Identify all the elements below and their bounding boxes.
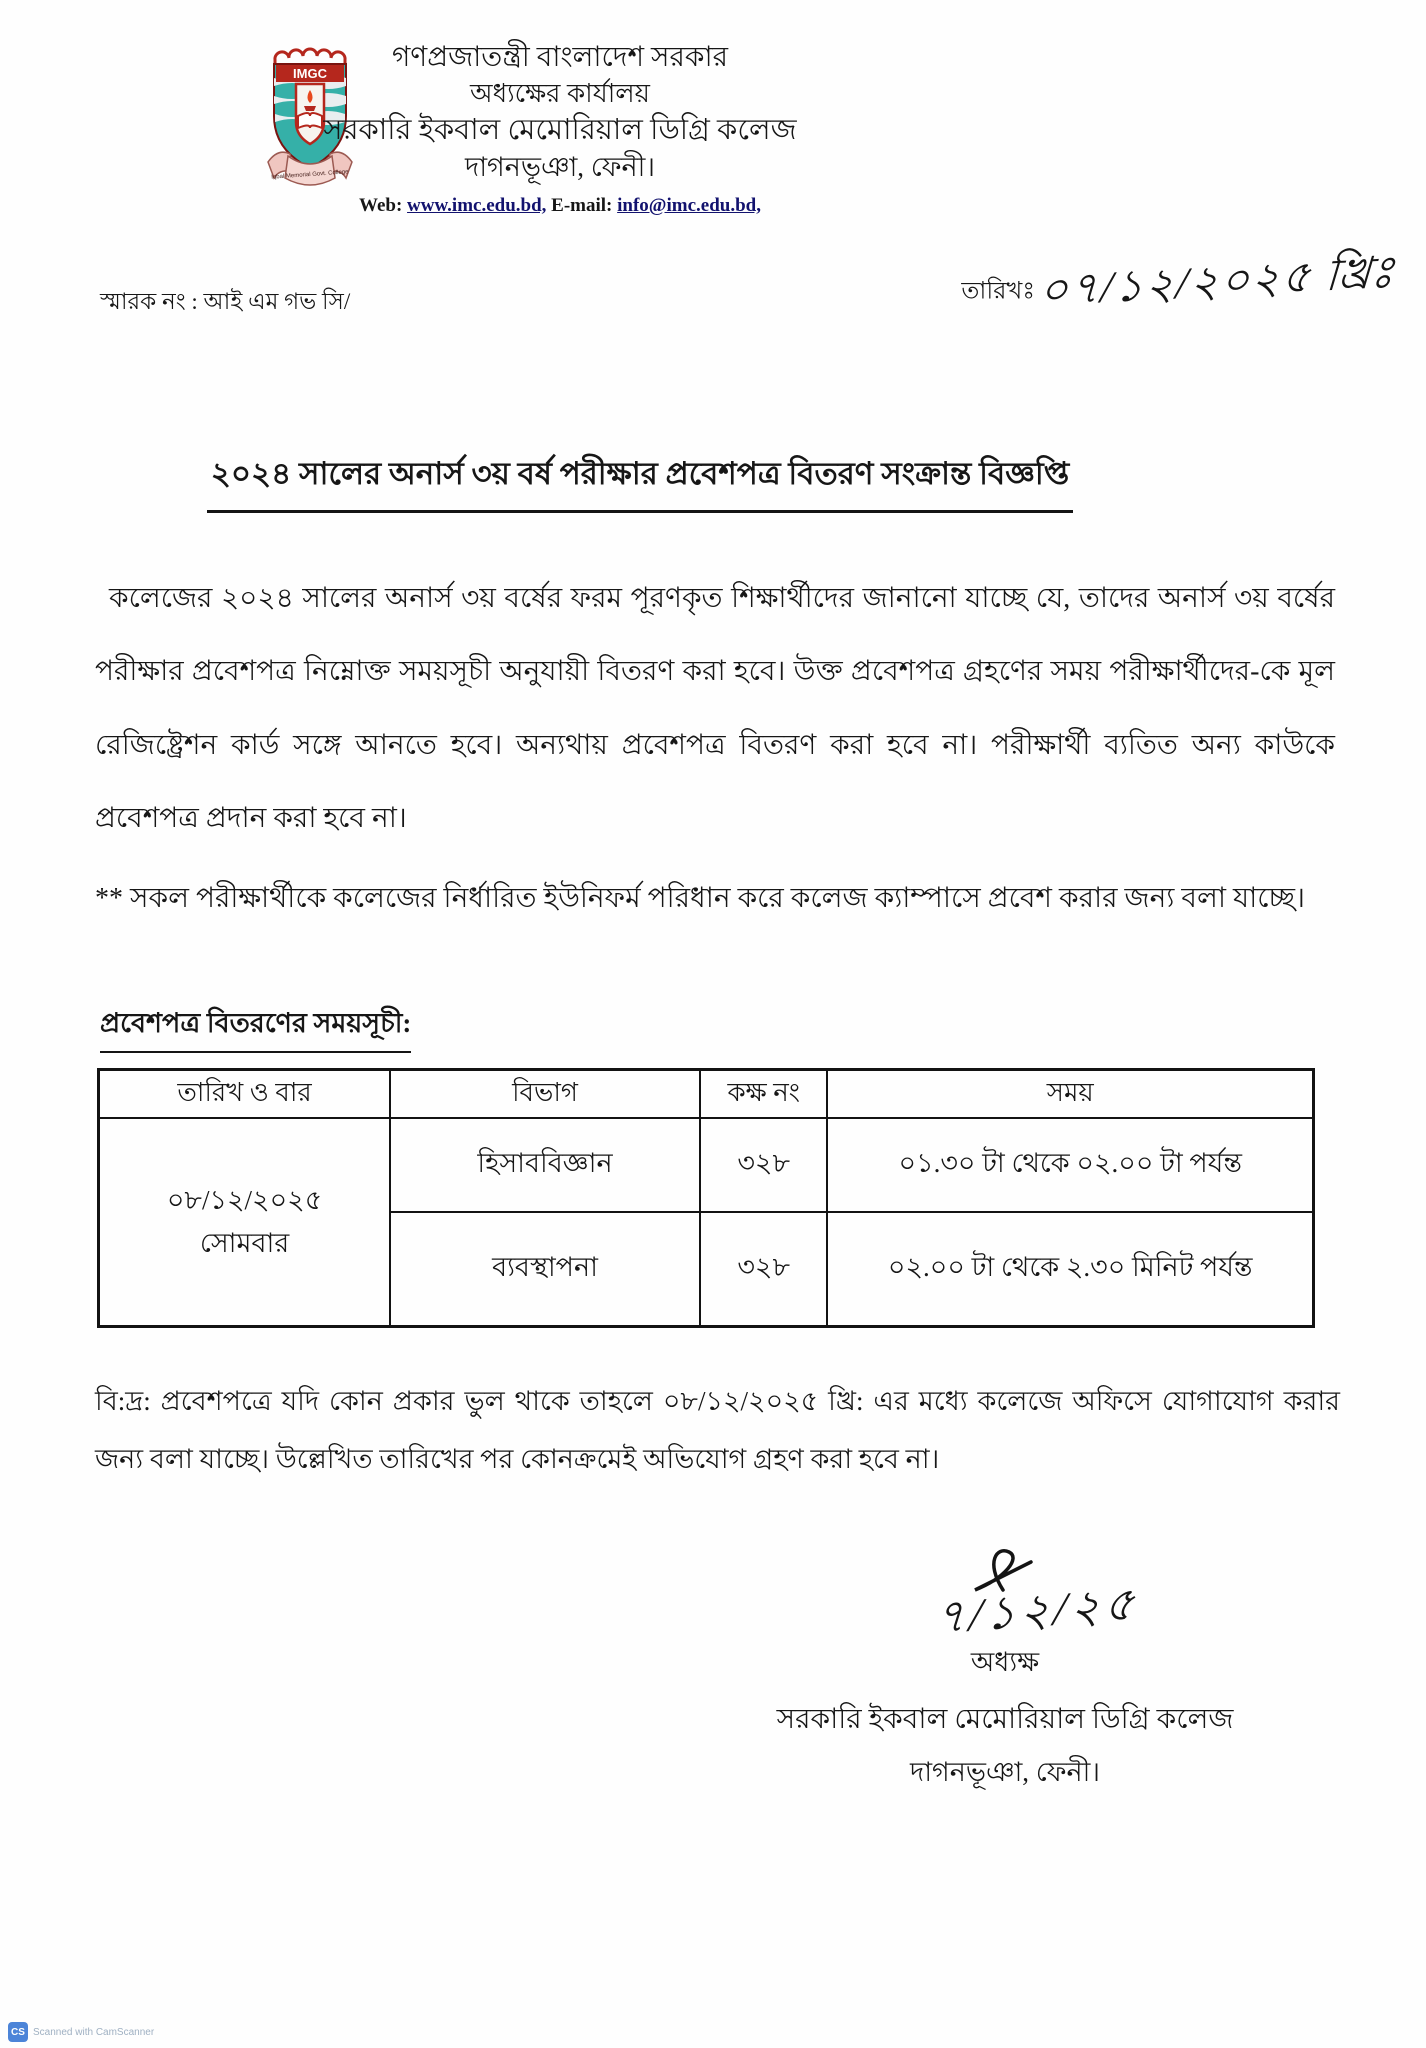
date-day-cell	[99, 1118, 391, 1327]
department-cell: হিসাববিজ্ঞান	[390, 1118, 700, 1212]
email-label: E-mail:	[551, 195, 613, 217]
header-college-address: দাগনভূঞা, ফেনী।	[465, 151, 655, 182]
handwritten-date: ০৭/১২/২০২৫ খ্রিঃ	[1038, 247, 1398, 316]
website-url: www.imc.edu.bd,	[407, 195, 547, 217]
header-office-line: অধ্যক্ষের কার্যালয়	[470, 78, 650, 108]
time-cell: ০২.০০ টা থেকে ২.৩০ মিনিট পর্যন্ত	[827, 1212, 1313, 1327]
logo-ribbon-text: Iqbal Memorial Govt. College	[271, 169, 349, 181]
date-label: তারিখঃ	[961, 278, 1036, 305]
web-label: Web:	[359, 195, 403, 217]
email-address: info@imc.edu.bd,	[617, 195, 761, 217]
signatory-college: সরকারি ইকবাল মেমোরিয়াল ডিগ্রি কলেজ	[776, 1704, 1234, 1735]
schedule-table	[97, 1068, 1315, 1328]
schedule-date: ০৮/১২/২০২৫	[166, 1184, 323, 1215]
signatory-designation: অধ্যক্ষ	[970, 1647, 1040, 1677]
body-paragraph-1: কলেজের ২০২৪ সালের অনার্স ৩য় বর্ষের ফরম পূরণকৃত শিক্ষার্থীদের জানানো যাচ্ছে যে, তাদের অনার্স ৩য় বর্ষের পরীক্ষার প্রবেশপত্র নিম্নোক্ত সময়সূচী অনুযায়ী বিতরণ করা হবে। উক্ত প্রবেশপত্র গ্রহণের সময় পরীক্ষার্থীদের-কে মূল রেজিষ্ট্রেশন কার্ড সঙ্গে আনতে হবে। অন্যথায় প্রবেশপত্র বিতরণ করা হবে না। পরীক্ষার্থী ব্যতিত অন্য কাউকে প্রবেশপত্র প্রদান করা হবে না।	[95, 583, 1335, 835]
time-cell: ০১.৩০ টা থেকে ০২.০০ টা পর্যন্ত	[827, 1118, 1313, 1212]
notice-title: ২০২৪ সালের অনার্স ৩য় বর্ষ পরীক্ষার প্রবেশপত্র বিতরণ সংক্রান্ত বিজ্ঞপ্তি	[207, 450, 1074, 513]
logo-acronym: IMGC	[293, 66, 327, 81]
camscanner-watermark	[8, 2022, 154, 2042]
table-row	[99, 1118, 1314, 1212]
table-header-date-day: তারিখ ও বার	[99, 1070, 391, 1119]
camscanner-text: Scanned with CamScanner	[33, 2026, 155, 2038]
room-cell: ৩২৮	[700, 1118, 828, 1212]
table-header-department: বিভাগ	[390, 1070, 700, 1119]
camscanner-badge-icon: CS	[8, 2022, 28, 2042]
handwritten-signature: ৭/১২/২৫	[933, 1577, 1140, 1644]
signature-area	[705, 1548, 1305, 1644]
memo-number: স্মারক নং : আই এম গভ সি/	[100, 289, 351, 314]
room-cell: ৩২৮	[700, 1212, 828, 1327]
schedule-day: সোমবার	[199, 1228, 290, 1258]
schedule-heading: প্রবেশপত্র বিতরণের সময়সূচী:	[100, 1003, 411, 1053]
note-paragraph: বি:দ্র: প্রবেশপত্রে যদি কোন প্রকার ভুল থাকে তাহলে ০৮/১২/২০২৫ খ্রি: এর মধ্যে কলেজে অফিসে যোগাযোগ করার জন্য বলা যাচ্ছে। উল্লেখিত তারিখের পর কোনক্রমেই অভিযোগ গ্রহণ করা হবে না।	[95, 1386, 1340, 1475]
table-header-row	[99, 1070, 1314, 1119]
header-government-line: গণপ্রজাতন্ত্রী বাংলাদেশ সরকার	[391, 42, 729, 73]
web-email-line	[300, 193, 820, 218]
table-header-time: সময়	[827, 1070, 1313, 1119]
signatory-address: দাগনভূঞা, ফেনী।	[910, 1757, 1100, 1787]
table-header-room-no: কক্ষ নং	[700, 1070, 828, 1119]
signature-block	[705, 1548, 1305, 1797]
header-college-name: সরকারি ইকবাল মেমোরিয়াল ডিগ্রি কলেজ	[323, 114, 797, 147]
title-row	[100, 450, 1180, 513]
date-line	[961, 248, 1396, 321]
body-paragraph-2: ** সকল পরীক্ষার্থীকে কলেজের নির্ধারিত ইউনিফর্ম পরিধান করে কলেজ ক্যাম্পাসে প্রবেশ করার জন্য বলা যাচ্ছে।	[95, 883, 1305, 914]
letterhead	[300, 40, 820, 218]
department-cell: ব্যবস্থাপনা	[390, 1212, 700, 1327]
